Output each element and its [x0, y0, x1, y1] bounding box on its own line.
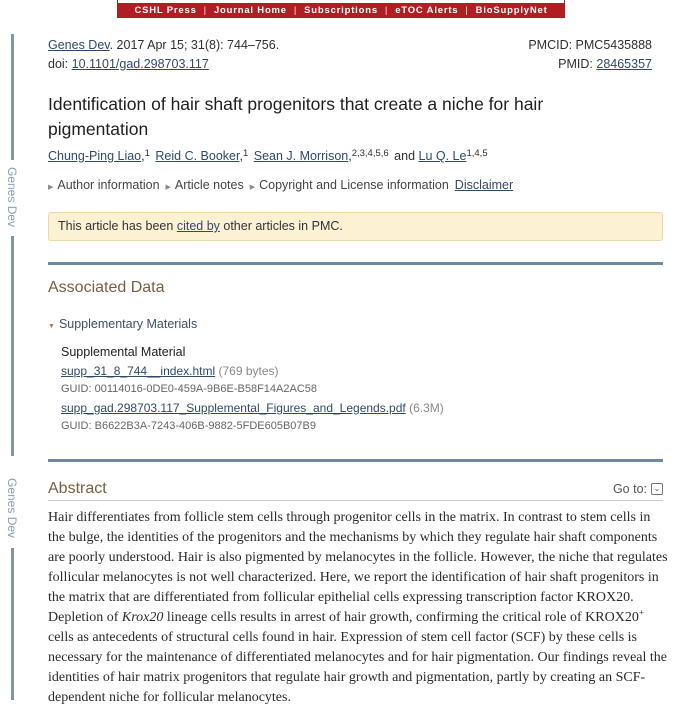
author-affiliation[interactable]: 1: [144, 148, 150, 159]
file-size: (6.3M): [409, 400, 444, 415]
banner-link-subscriptions[interactable]: Subscriptions: [304, 5, 378, 16]
section-divider: [48, 262, 663, 265]
pmid-label: PMID:: [558, 57, 597, 71]
citation-details: . 2017 Apr 15; 31(8): 744–756.: [109, 38, 280, 52]
associated-data-heading: Associated Data: [48, 279, 165, 296]
supplementary-materials-toggle[interactable]: [48, 317, 197, 331]
author-information-label: Author information: [57, 178, 160, 192]
citation-info: [48, 36, 279, 74]
banner-separator: |: [384, 5, 389, 16]
abstract-text-part: cells as antecedents of structural cells found in hair. Expression of stem cell factor (SCF) by these cells is necessary for the maintenance of differentiated melanocytes and for hair pigmentation. Our findings reveal the identities of hair matrix progenitors that regulate hair growth and pigmentation, partly by creating an SCF-dependent niche for follicular melanocytes.: [48, 630, 668, 705]
pmcid: PMCID: PMC5435888: [528, 38, 652, 52]
article-ids: [528, 36, 652, 74]
triangle-right-icon: ▶: [249, 184, 256, 191]
journal-nav-banner: [117, 3, 565, 18]
author-affiliation[interactable]: 2,3,4,5,6: [351, 148, 389, 159]
triangle-right-icon: ▶: [48, 184, 54, 191]
side-journal-label: Genes Dev: [5, 477, 19, 539]
journal-link[interactable]: Genes Dev: [48, 38, 110, 52]
author-affiliation[interactable]: 1: [242, 148, 249, 159]
author-link[interactable]: Lu Q. Le: [418, 149, 467, 163]
supplementary-materials-label: Supplementary Materials: [58, 317, 198, 331]
abstract-superscript: +: [638, 607, 644, 618]
side-journal-label: Genes Dev: [5, 166, 19, 228]
pmid-link[interactable]: 28465357: [596, 57, 652, 71]
author-separator: ,: [141, 149, 145, 163]
copyright-toggle[interactable]: [250, 178, 449, 192]
banner-link-cshl-press[interactable]: CSHL Press: [134, 5, 197, 16]
supplementary-file-item: [61, 399, 444, 418]
file-size: (769 bytes): [218, 363, 279, 378]
file-guid: GUID: 00114016-0DE0-459A-9B6E-B58F14A2AC58: [61, 383, 318, 395]
banner-link-etoc-alerts[interactable]: eTOC Alerts: [395, 5, 459, 16]
abstract-text-part: Hair differentiates from follicle stem cells through progenitor cells in the matrix. In contrast to stem cells in the bulge, the identities of the progenitors and the mechanisms by which they regulate hair shaft components are poorly understood. Hair is also pigmented by melanocytes in the follicle. However, the niche that regulates follicular melanocytes is not well characterized. Here, we report the identification of hair shaft progenitors in the matrix that are differentiated from follicular epithelial cells expressing transcription factor KROX20. Depletion of: [48, 510, 668, 625]
author-information-toggle[interactable]: [48, 178, 160, 192]
abstract-text: [48, 508, 670, 708]
author-list: [48, 148, 490, 163]
banner-separator: |: [293, 5, 298, 16]
cited-by-notice: [48, 212, 663, 241]
author-separator: ,: [348, 149, 352, 163]
goto-menu[interactable]: [613, 482, 663, 496]
author-link[interactable]: Reid C. Booker: [155, 149, 240, 163]
banner-separator: |: [465, 5, 469, 16]
banner-link-biosupplynet[interactable]: BioSupplyNet: [475, 5, 548, 16]
side-bar: [11, 548, 14, 700]
side-bar: [11, 34, 14, 160]
doi-label: doi:: [48, 57, 72, 71]
supplemental-material-title: Supplemental Material: [61, 345, 186, 359]
section-divider: [48, 459, 663, 462]
side-bar: [11, 236, 14, 456]
doi-link[interactable]: 10.1101/gad.298703.117: [71, 57, 209, 71]
banner-link-journal-home[interactable]: Journal Home: [213, 5, 287, 16]
disclaimer-link[interactable]: Disclaimer: [454, 178, 514, 192]
article-meta-links: [48, 178, 513, 192]
chevron-down-icon[interactable]: ⌄: [651, 483, 663, 495]
abstract-header: [48, 480, 663, 501]
supplementary-file-link[interactable]: supp_31_8_744__index.html: [61, 363, 216, 378]
author-separator: ,: [239, 149, 243, 163]
cited-by-link[interactable]: cited by: [176, 219, 220, 233]
supplementary-file-item: [61, 362, 444, 381]
triangle-right-icon: ▶: [165, 184, 171, 191]
cited-by-text: This article has been: [58, 219, 177, 233]
copyright-label: Copyright and License information: [259, 178, 449, 192]
goto-label: Go to:: [612, 482, 647, 496]
author-link[interactable]: Chung-Ping Liao: [48, 149, 142, 163]
abstract-gene-name: Krox20: [121, 610, 164, 625]
abstract-heading: Abstract: [48, 480, 107, 497]
author-affiliation[interactable]: 1,4,5: [466, 148, 488, 159]
authors-and: and: [394, 149, 416, 163]
article-title: Identification of hair shaft progenitors that create a niche for hair pigmentation: [48, 94, 544, 139]
article-notes-toggle[interactable]: [166, 178, 244, 192]
banner-separator: |: [203, 5, 207, 16]
triangle-down-icon: ▼: [48, 323, 55, 330]
abstract-text-part: lineage cells results in arrest of hair growth, confirming the critical role of KROX20: [163, 610, 639, 625]
supplementary-file-link[interactable]: supp_gad.298703.117_Supplemental_Figures_and_Legends.pdf: [61, 400, 406, 415]
article-notes-label: Article notes: [174, 178, 244, 192]
cited-by-text: other articles in PMC.: [219, 219, 343, 233]
file-guid: GUID: B6622B3A-7243-406B-9882-5FDE605B07B9: [61, 420, 316, 432]
author-link[interactable]: Sean J. Morrison: [253, 149, 349, 163]
supplementary-file-list: [61, 343, 444, 436]
